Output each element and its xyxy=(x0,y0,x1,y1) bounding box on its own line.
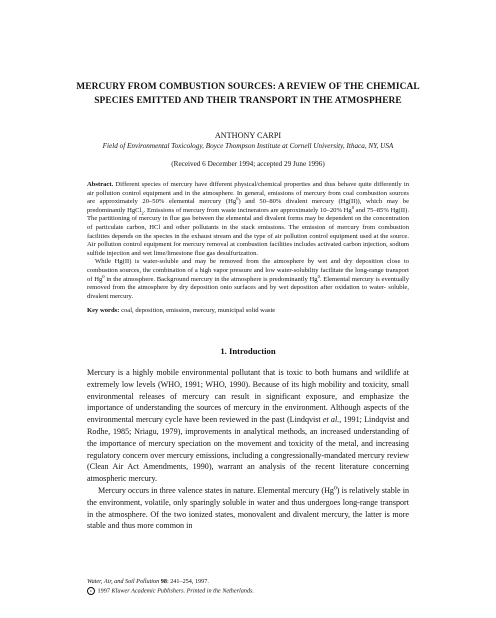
intro-paragraph-1: Mercury is a highly mobile environmental pollutant that is toxic to both humans and wildlife at extremely low levels (WHO, 1991; WHO, 1990). Because of its high mobility and toxicity, small environmental releases of mercury can result in significant exposure, and emphasize the importance of understanding the sources of mercury in the environment. Although aspects of the environmental mercury cycle have been reviewed in the past (Lindqvist et al., 1991; Lindqvist and Rodhe, 1985; Nriagu, 1979), improvements in analytical methods, an increased understanding of the importance of mercury speciation on the movement and toxicity of the metal, and increasing regulatory concern over mercury emissions, including a congressionally-mandated mercury review (Clean Air Act Amendments, 1990), warrant an analysis of the recent literature concerning atmospheric mercury. xyxy=(87,368,410,484)
abstract-paragraph-1: Abstract. Different species of mercury have different physical/chemical properties and thus behave quite differently in air pollution control equipment and in the atmosphere. In general, emissions of mercury from coal combustion sources are approximately 20–50% elemental mercury (Hg$^0$) and 50–80% divalent mercury (Hg(II)), which may be predominantly HgCl$_2$. Emissions of mercury from waste incinerators are approximately 10–20% Hg$^0$ and 75–85% Hg(II). The partitioning of mercury in flue gas between the elemental and divalent forms may be dependent on the concentration of particulate carbon, HCl and other pollutants in the stack emissions. The emission of mercury from combustion facilities depends on the species in the exhaust stream and the type of air pollution control equipment used at the source. Air pollution control equipment for mercury removal at combustion facilities includes activated carbon injection, sodium sulfide injection and wet lime/limestone flue gas desulfurization. xyxy=(87,181,409,257)
abstract-paragraph-2: While Hg(II) is water-soluble and may be removed from the atmosphere by wet and dry deposition close to combustion sources, the combination of a high vapor pressure and low water-solubility facilitate the long-range transport of Hg$^0$ in the atmosphere. Background mercury in the atmosphere is predominantly Hg$^0$. Elemental mercury is eventually removed from the atmosphere by dry deposition onto surfaces and by wet deposition after oxidation to water- soluble, divalent mercury. xyxy=(87,258,410,300)
keywords xyxy=(87,307,409,316)
journal-citation: Water, Air, and Soil Pollution 98: 241–254, 1997. xyxy=(87,578,209,585)
introduction-body xyxy=(87,367,409,532)
author-name: ANTHONY CARPI xyxy=(214,131,282,140)
received-dates: (Received 6 December 1994; accepted 29 June 1996) xyxy=(171,160,325,168)
keywords-text: coal, deposition, emission, mercury, municipal solid waste xyxy=(119,307,276,315)
intro-paragraph-2: Mercury occurs in three valence states in nature. Elemental mercury (Hg$^0$) is relatively stable in the environment, volatile, only sparingly soluble in water and thus undergoes long-range transport in the atmosphere. Of the two ionized states, monovalent and divalent mercury, the latter is more stable and thus more common in xyxy=(87,485,409,531)
paper-title: MERCURY FROM COMBUSTION SOURCES: A REVIEW OF THE CHEMICAL SPECIES EMITTED AND THEIR TRANSPORT IN THE ATMOSPHERE xyxy=(76,82,420,106)
abstract-label: Abstract. xyxy=(87,181,114,188)
copyright-line: c 1997 Kluwer Academic Publishers. Printed in the Netherlands. xyxy=(87,587,409,596)
author-affiliation: Field of Environmental Toxicology, Boyce Thompson Institute at Cornell University, Ithaca, NY, USA xyxy=(102,142,394,150)
section-heading-introduction: 1. Introduction xyxy=(220,346,276,356)
page-footer xyxy=(87,578,409,596)
abstract-block xyxy=(87,181,409,316)
copyright-icon: c xyxy=(87,587,95,595)
keywords-label: Key words: xyxy=(87,307,120,315)
